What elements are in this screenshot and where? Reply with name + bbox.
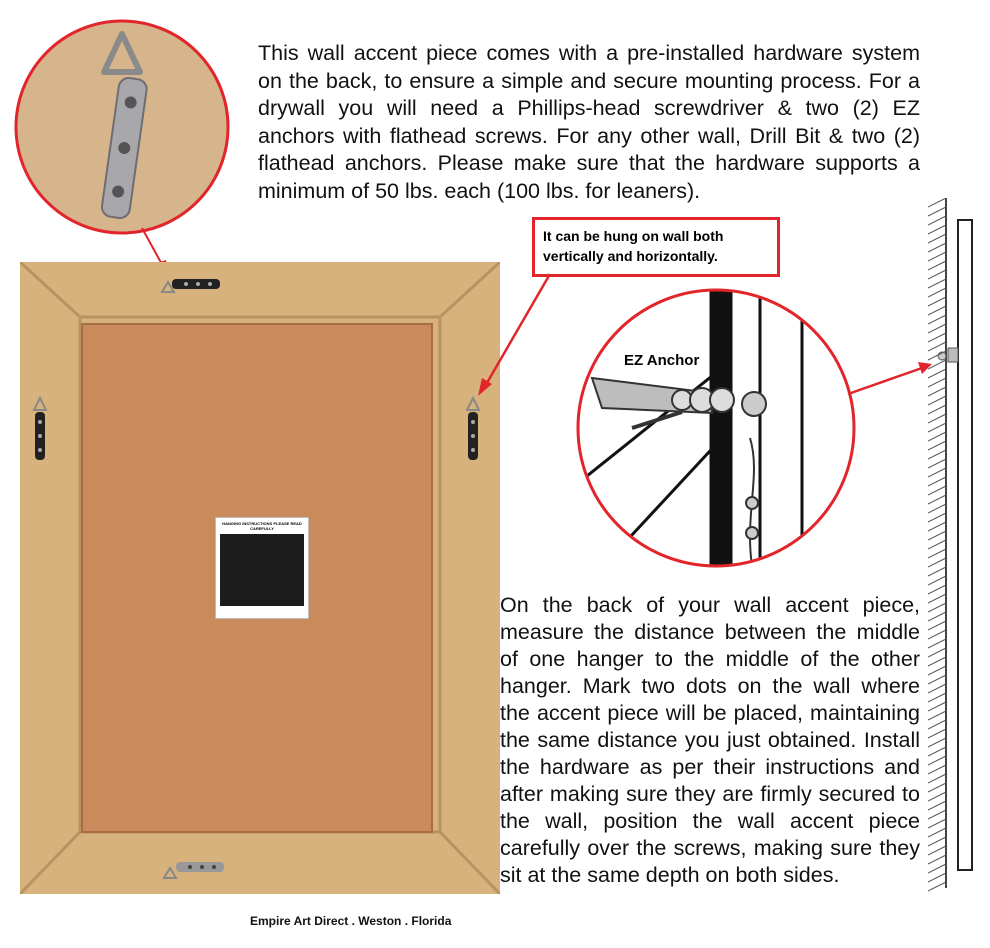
wall-hatch-line <box>928 882 946 891</box>
wall-hatch-line <box>928 216 946 225</box>
wall-hatch-line <box>928 414 946 423</box>
wall-hatch-line <box>928 351 946 360</box>
wall-hatch-line <box>928 441 946 450</box>
wall-hatch-line <box>928 459 946 468</box>
wall-hatch-line <box>928 720 946 729</box>
wall-arrow <box>846 358 936 398</box>
wall-hatch-line <box>928 774 946 783</box>
wall-hatch-line <box>928 747 946 756</box>
wall-hatch-line <box>928 396 946 405</box>
wall-hatch-line <box>928 306 946 315</box>
wall-hatch-line <box>928 504 946 513</box>
wall-hatch-line <box>928 819 946 828</box>
wall-hatch-line <box>928 243 946 252</box>
wall-hatch-line <box>928 369 946 378</box>
wall-hatch-line <box>928 621 946 630</box>
wall-hatch-line <box>928 378 946 387</box>
wall-hatch-line <box>928 594 946 603</box>
wall-hatch-line <box>928 279 946 288</box>
wall-hatch-line <box>928 702 946 711</box>
wall-hatch-line <box>928 630 946 639</box>
anchor-label: EZ Anchor <box>624 352 700 369</box>
wall-hatch-line <box>928 540 946 549</box>
anchor-zoom-circle <box>572 288 862 578</box>
wall-hatch-line <box>928 387 946 396</box>
wall-hatch-line <box>928 576 946 585</box>
wall-hatch-line <box>928 270 946 279</box>
wall-hatch-line <box>928 603 946 612</box>
wall-hatch-line <box>928 225 946 234</box>
wall-hatch-line <box>928 549 946 558</box>
hanger-zoom-circle <box>0 0 260 270</box>
wall-hatch-line <box>928 432 946 441</box>
wall-hatch-line <box>928 783 946 792</box>
wall-hatch-line <box>928 333 946 342</box>
wall-hatch-line <box>928 828 946 837</box>
wall-hatch-line <box>928 297 946 306</box>
wall-hatch-line <box>928 855 946 864</box>
wall-hatch-line <box>928 261 946 270</box>
wall-hatch-line <box>928 765 946 774</box>
wall-hatch-line <box>928 729 946 738</box>
wall-hatch-line <box>928 252 946 261</box>
wall-hatch-line <box>928 405 946 414</box>
orientation-callout: It can be hung on wall both vertically and horizontally. <box>532 217 780 277</box>
bottom-instructions: On the back of your wall accent piece, measure the distance between the middle of one hanger to the middle of the other hanger. Mark two dots on the wall where the accent piece will be placed, maintaining the same distance you just obtained. Install the hardware as per their instructions and after making sure they are firmly secured to the wall, position the wall accent piece carefully over the screws, making sure they sit at the same depth on both sides. <box>500 593 920 887</box>
wall-hatch-line <box>928 639 946 648</box>
wall-hatch-line <box>928 558 946 567</box>
wall-hatch-line <box>928 756 946 765</box>
wall-hatch-line <box>928 468 946 477</box>
wall-hatch-line <box>928 666 946 675</box>
wall-hatch-line <box>928 360 946 369</box>
wall-hatching <box>928 198 948 898</box>
sticker-title: HANGING INSTRUCTIONS PLEASE READ CAREFULLY <box>222 521 302 531</box>
wall-hatch-line <box>928 738 946 747</box>
wall-hatch-line <box>928 810 946 819</box>
wall-hatch-line <box>928 648 946 657</box>
sticker-body <box>220 534 304 606</box>
wall-hatch-line <box>928 324 946 333</box>
wall-hatch-line <box>928 585 946 594</box>
wall-hatch-line <box>928 693 946 702</box>
wall-hatch-line <box>928 846 946 855</box>
wall-hatch-line <box>928 423 946 432</box>
wall-hatch-line <box>928 234 946 243</box>
wall-hatch-line <box>928 513 946 522</box>
wall-hatch-line <box>928 873 946 882</box>
wall-hatch-line <box>928 315 946 324</box>
wall-hatch-line <box>928 801 946 810</box>
wall-hatch-line <box>928 207 946 216</box>
wall-hatch-line <box>928 486 946 495</box>
wall-hatch-line <box>928 684 946 693</box>
wall-hatch-line <box>928 198 946 207</box>
wall-hatch-line <box>928 675 946 684</box>
wall-hatch-line <box>928 531 946 540</box>
footer-company: Empire Art Direct . Weston . Florida <box>250 914 452 928</box>
wall-hatch-line <box>928 450 946 459</box>
wall-hatch-line <box>928 567 946 576</box>
callout-arrow <box>470 270 560 400</box>
wall-hatch-line <box>928 657 946 666</box>
wall-hatch-line <box>928 522 946 531</box>
wall-hatch-line <box>928 837 946 846</box>
wall-hatch-line <box>928 612 946 621</box>
wall-hatch-line <box>928 288 946 297</box>
wall-hatch-line <box>928 342 946 351</box>
top-instructions: This wall accent piece comes with a pre-installed hardware system on the back, to ensure a simple and secure mounting process. For a drywall you will need a Phillips-head screwdriver & two (2) EZ anchors with flathead screws. For any other wall, Drill Bit & two (2) flathead anchors. Please make sure that the hardware supports a minimum of 50 lbs. each (100 lbs. for leaners). <box>258 41 920 203</box>
wall-hatch-line <box>928 711 946 720</box>
wall-hatch-line <box>928 792 946 801</box>
hanging-instructions-sticker <box>215 517 309 619</box>
wall-hatch-line <box>928 864 946 873</box>
wall-hatch-line <box>928 477 946 486</box>
wall-hatch-line <box>928 495 946 504</box>
